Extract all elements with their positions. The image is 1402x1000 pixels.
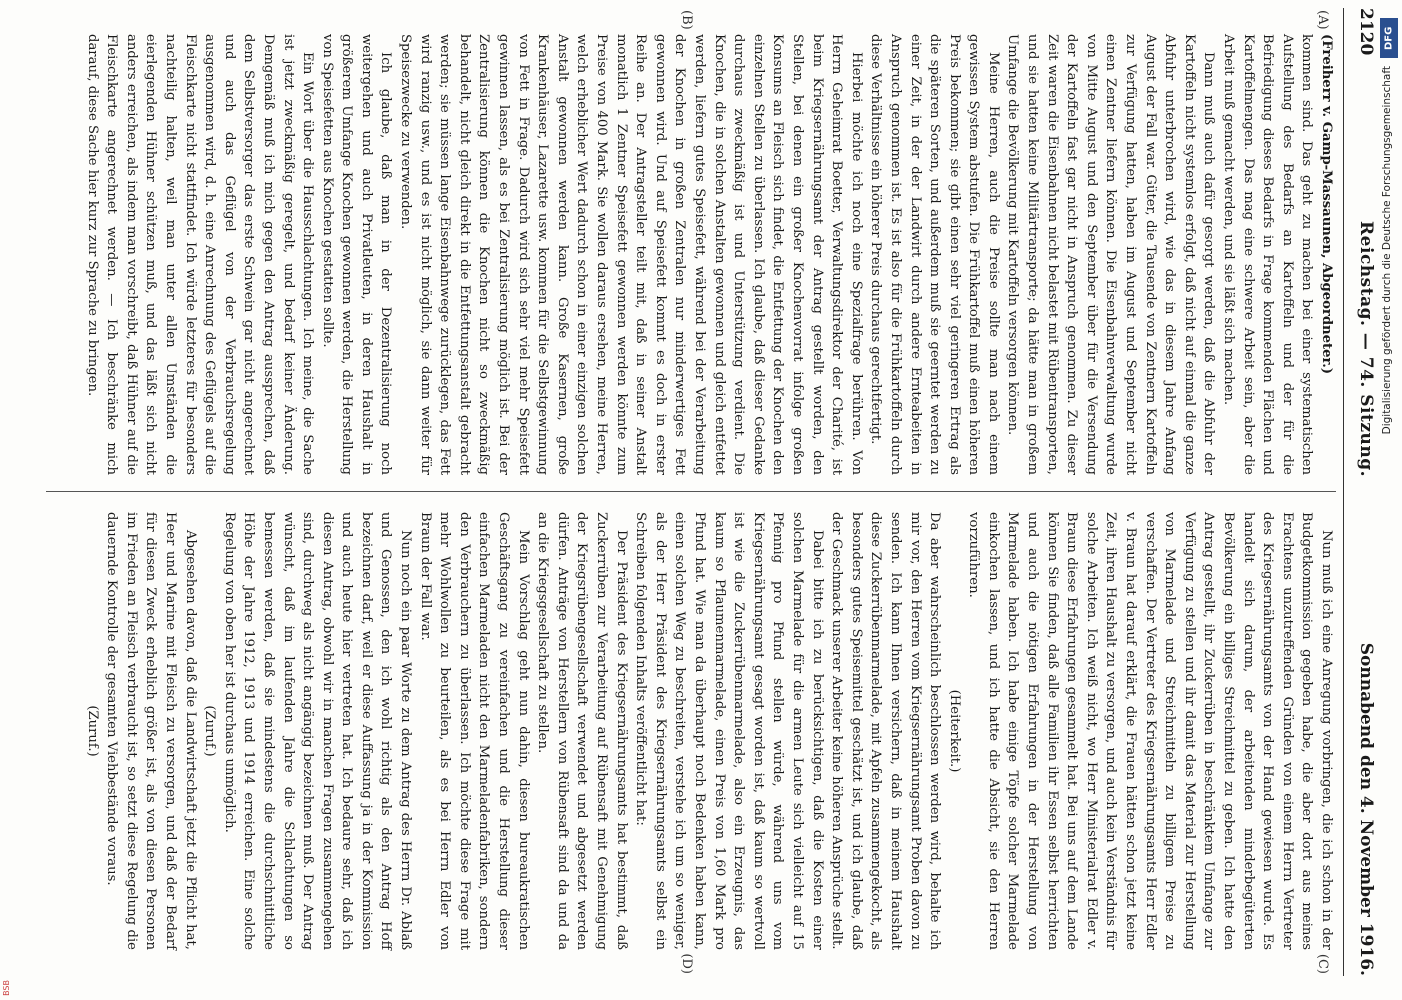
paragraph: Nun noch ein paar Worte zu dem Antrag des Herrn Dr. Ablaß und Genossen, den ich wohl richtig als den Antrag Hoff bezeichnen darf, weil er diese Auffassung ja in der Kommission und auch heute hier vertreten hat. Ich bedaure sehr, daß ich diesen Antrag, obwohl wir in manchen Fragen zusammengehen sind, durchweg als nicht angängig bezeichnen muß. Der Antrag wünscht, daß im laufenden Jahre die Schlachtungen so bemessen werden, daß sie mindestens die durchschnittliche Höhe der Jahre 1912, 1913 und 1914 erreichen. Eine solche Regelung von oben her ist durchaus unmöglich.: [221, 512, 414, 950]
paragraph: Meine Herren, auch die Preise sollte man nach einem gewissen System abstufen. Die Frühkartoffel muß einen höheren Preis bekommen; sie gibt einen sehr viel geringeren Ertrag als die späteren Sorten, und außerdem muß sie geerntet werden zu einer Zeit, in der der Landwirt durch andere Ernteabeiten in Anspruch genommen ist. Es ist also für die Frühkartoffeln durch diese Verhältnisse ein höherer Preis durchaus gerechtfertigt.: [868, 34, 1001, 475]
paragraph: Hierbei möchte ich noch eine Spezialfrage berühren. Von Herrn Geheimrat Boetter, Verwaltungsdirektor der Charité, ist beim Kriegsernährungsamt der Antrag gestellt worden, den Stellen, bei denen ein großer Knochenvorrat infolge großen Konsums an Fleisch sich findet, die Entfettung der Knochen den einzelnen Stellen zu überlassen. Ich glaube, daß dieser Gedanke durchaus zweckmäßig ist und Unterstützung verdient. Die Knochen, die in solchen Anstalten gewonnen und gleich entfettet werden, liefern gutes Speisefett, während bei der Verarbeitung der Knochen in großen Zentralen nur minderwertiges Fett gewonnen wird. Und auf Speisefett kommt es doch in erster Reihe an. Der Antragsteller teilt mit, daß in seiner Anstalt monatlich 1 Zentner Speisefett gewonnen werden könnte zum Preise von 400 Mark. Sie wollen daraus ersehen, meine Herren, welch erheblicher Wert dadurch schon in einer einzigen solchen Anstalt gewonnen werden kann. Große Kasernen, große Krankenhäuser, Lazarette usw. kommen für die Selbstgewinnung von Fett in Frage. Dadurch wird sich sehr viel mehr Speisefett gewinnen lassen, als es bei Zentralisierung möglich ist. Bei der Zentralisierung können die Knochen nicht so zweckmäßig behandelt, nicht gleich direkt in die Entfettungsanstalt gebracht werden; sie müssen lange Eisenbahnwege zurücklegen, das Fett wird ranzig usw., und es ist nicht möglich, sie dann weiter für Speisezwecke zu verwenden.: [398, 34, 864, 475]
paragraph: Dann muß auch dafür gesorgt werden, daß die Abfuhr der Kartoffeln nicht systemlos erfolgt, daß nicht auf einmal die ganze Abfuhr unterbrochen wird, wie das in diesem Jahre Anfang August der Fall war. Güter, die Tausende von Zentnern Kartoffeln zur Verfügung hatten, haben im August und September nicht einen Zentner liefern können. Die Eisenbahnverwaltung wurde von Mitte August und den September über für die Versendung der Kartoffeln fast gar nicht in Anspruch genommen. Zu dieser Zeit waren die Eisenbahnen nicht belastet mit Rübentransporten, und sie hatten keine Militärtransporte; da hätte man in großem Umfange die Bevölkerung mit Kartoffeln versorgen können.: [1005, 34, 1217, 475]
library-mark: BSB: [2, 980, 11, 996]
page-header: [1343, 8, 1376, 976]
paragraph: Mein Vorschlag geht nun dahin, diesen bureaukratischen Geschäftsgang zu vereinfachen und die Herstellung dieser einfachen Marmeladen nicht den Marmeladenfabriken, sondern den Verbrauchern zu überlassen. Ich möchte diese Frage mit mehr Wohlwollen zu beurteilen, als es bei Herrn Edler von Braun der Fall war.: [417, 512, 531, 950]
speaker-name: (Freiherr v. Gamp-Massaunen, Abgeordneter.): [1319, 34, 1334, 375]
left-column: [46, 8, 1336, 492]
quoted-paragraph: Der Präsident des Kriegsernährungsamts hat bestimmt, daß Zuckerrüben zur Verarbeitung auf Rübensaft mit Genehmigung der Kriegsrübengesellschaft verwendet und abgesetzt werden dürfen. Anträge von Herstellern von Rübensaft sind da und da an die Kriegsgesellschaft zu stellen.: [535, 512, 629, 950]
margin-letter-a: (A): [1315, 10, 1330, 30]
paragraph: Abgesehen davon, daß die Landwirtschaft jetzt die Pflicht hat, Heer und Marine mit Fleisch zu versorgen, und daß der Bedarf für diesen Zweck erheblich größer ist, als von diesen Personen im Frieden an Fleisch verbraucht ist, so setzt diese Regelung die dauernde Kontrolle der gesamten Viehbestände voraus.: [104, 512, 198, 950]
interjection: (Zuruf.): [202, 705, 218, 757]
interjection: (Heiterkeit.): [946, 689, 962, 773]
funding-credit: [1380, 10, 1398, 910]
dfg-logo-icon: DFG: [1380, 18, 1398, 58]
paragraph: kommen sind. Das geht zu machen bei einer systematischen Aufstellung des Bedarfs an Kartoffeln und der für die Befriedigung dieses Bedarfs in Frage kommenden Flächen und Kartoffelmengen. Das mag eine schwere Arbeit sein, aber die Arbeit muß gemacht werden, und sie läßt sich machen.: [1221, 34, 1315, 475]
margin-letter-d: (D): [679, 953, 694, 974]
interjection: (Zuruf.): [84, 705, 100, 757]
page-number: 2120: [1356, 8, 1376, 56]
paragraph: Ich glaube, daß man in der Dezentralisierung noch weitergehen und auch Privatleuten, in deren Haushalt in größerem Umfange Knochen gewonnen werden, die Herstellung von Speisefetten aus Knochen gestatten sollte.: [319, 34, 394, 475]
paragraph: Ein Wort über die Hausschlachtungen. Ich meine, die Sache ist jetzt zweckmäßig geregelt, und bedarf keiner Änderung. Demgemäß muß ich mich gegen den Antrag aussprechen, daß dem Selbstversorger das erste Schwein gar nicht angerechnet und auch das Geflügel von der Verbrauchsregelung ausgenommen wird, d. h. eine Anrechnung des Geflügels auf die Fleischkarte nicht stattfindet. Ich würde letzteres für besonders nachteilig halten, weil man unter allen Umständen die eierlegenden Hühner schützen muß, und das läßt sich nicht anders erreichen, als indem man vorschreibt, daß Hühner auf die Fleischkarte angerechnet werden. — Ich beschränke mich darauf, diese Sache hier kurz zur Sprache zu bringen.: [84, 34, 316, 475]
text-columns: [46, 8, 1336, 976]
rotated-document: [22, 8, 1382, 976]
right-column: [46, 492, 1336, 976]
paragraph: Dabei bitte ich zu berücksichtigen, daß die Kosten einer solchen Marmelade für die armen Leute sich vielleicht auf 15 Pfennig pro Pfund stellen würde, während uns vom Kriegsernährungsamt gesagt worden ist, daß kaum so wertvoll ist wie die Zuckerrübenmarmelade, also ein Erzeugnis, das kaum so Pflaumenmarmelade, einen Preis von 1,60 Mark pro Pfund hat. Wie man da überhaupt noch Bedenken haben kann, einen solchen Weg zu beschreiten, verstehe ich um so weniger, als der Herr Präsident des Kriegsernährungsamts selbst ein Schreiben folgenden Inhalts veröffentlicht hat:: [633, 512, 825, 950]
session-title: Reichstag. — 74. Sitzung.: [1356, 221, 1376, 478]
paragraph: Da aber wahrscheinlich beschlossen werden wird, behalte ich mir vor, den Herren vom Kriegsernährungsamt Proben davon zu senden. Ich kann Ihnen versichern, daß in meinem Haushalt diese Zuckerrübenmarmelade, mit Apfeln zusammengekocht, als besonders gutes Speisemittel geschätzt ist, und ich glaube, daß der Geschmack unserer Arbeiter keine höheren Ansprüche stellt.: [829, 512, 943, 950]
margin-letter-b: (B): [679, 10, 694, 30]
funding-credit-text: Digitalisierung gefördert durch die Deutsche Forschungsgemeinschaft: [1381, 66, 1393, 435]
session-date: Sonnabend den 4. November 1916.: [1356, 642, 1376, 976]
paragraph: Nun muß ich eine Anregung vorbringen, die ich schon in der Budgetkommission gegeben habe, die aber dort aus meines Erachtens unzutreffenden Gründen von einem Herrn Vertreter des Kriegsernährungsamts von der Hand gewiesen wurde. Es handelt sich darum, der arbeitenden minderbegüterten Bevölkerung ein billiges Streichmittel zu geben. Ich hatte den Antrag gestellt, ihr Zuckerrüben in beschränktem Umfange zur Verfügung zu stellen und ihr damit das Material zur Herstellung von Marmelade und Streichmitteln zu billigem Preise zu verschaffen. Der Vertreter des Kriegsernährungsamts Herr Edler v. Braun hat darauf erklärt, die Frauen hätten schon jetzt keine Zeit, ihren Haushalt zu versorgen, und auch kein Verständnis für solche Arbeiten. Ich weiß nicht, wo Herr Ministerialrat Edler v. Braun diese Erfahrungen gesammelt hat. Bei uns auf dem Lande können Sie finden, daß alle Familien ihr Essen selbst herrichten und auch die nötigen Erfahrungen in der Herstellung von Marmelade haben. Ich habe einige Töpfe solcher Marmelade einkochen lassen, und ich hatte die Absicht, sie den Herren vorzuführen.: [966, 512, 1334, 950]
margin-letter-c: (C): [1315, 953, 1330, 974]
